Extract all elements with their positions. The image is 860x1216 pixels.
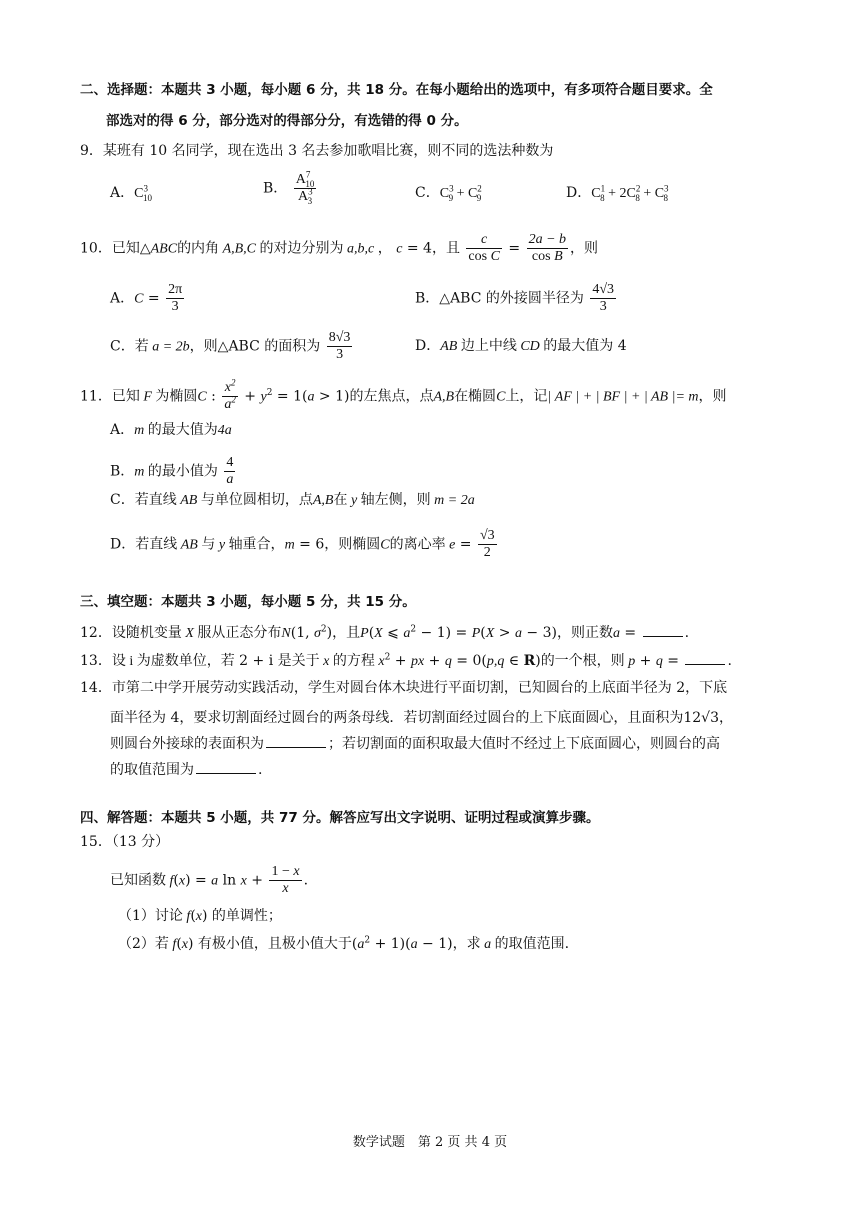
question-9: 9．某班有 10 名同学，现在选出 3 名去参加歌唱比赛，则不同的选法种数为 — [80, 143, 554, 159]
question-14-line-2: 面半径为 4，要求切割面经过圆台的两条母线．若切割面经过圆台的上下底面圆心，且面积为12√3， — [110, 710, 734, 726]
question-14-line-4: 的取值范围为 . — [110, 759, 262, 780]
q10-option-a: A．C = $\frac{2\pi}{3}$ — [110, 282, 183, 314]
q10-option-c: C．若 a = 2b，则△ABC 的面积为 $\frac{8√3}{3}$ — [110, 330, 351, 362]
q9-option-b: B． $\frac{A^7_{10}}{A^3_3}$ — [263, 169, 315, 206]
question-10: 10．已知△ABC的内角 A,B,C 的对边分别为 a,b,c ， c = 4，且 $\frac{c}{\text{cos C}}$ = $\frac{2a - b}{\text{cos B}}$ ，则 — [80, 232, 599, 264]
page-footer: 数学试题 第 2 页 共 4 页 — [352, 1135, 508, 1150]
section-3-header: 三、填空题：本题共 3 小题，每小题 5 分，共 15 分。 — [80, 594, 416, 610]
q10-option-d: D．AB 边上中线 CD 的最大值为 4 — [415, 338, 627, 354]
q11-option-d: D．若直线 AB 与 y 轴重合，m = 6，则椭圆C的离心率 e = $\frac{√3}{2}$ — [110, 528, 495, 560]
q11-option-b: B．m 的最小值为 $\frac{4}{a}$ — [110, 455, 234, 487]
q11-option-a: A．m 的最大值为4a — [110, 422, 232, 438]
q9-option-c: C．$C^3_9 + C^2_9$ — [415, 183, 482, 203]
q13-answer-blank — [685, 650, 725, 665]
question-15-part-1: （1）讨论 f(x) 的单调性； — [118, 908, 282, 924]
q9-option-d: D．$C^1_8 + 2C^2_8 + C^3_8$ — [566, 183, 669, 203]
question-11: 11．已知 F 为椭圆C : $\frac{x^2}{a^2}$ + $y^2 = 1(a > 1)$的左焦点，点A,B在椭圆C上，记| AF | + | BF | + | AB |= m，则 — [80, 377, 727, 412]
question-14-line-3: 则圆台外接球的表面积为 ；若切割面的面积取最大值时不经过上下底面圆心，则圆台的高 — [110, 733, 720, 754]
question-13: 13．设 i 为虚数单位，若 2 + i 是关于 x 的方程 $x^2$ + px + q = 0(p,q ∈ R)的一个根，则 p + q = . — [80, 650, 732, 672]
section-2-header-cont: 部选对的得 6 分，部分选对的得部分分，有选错的得 0 分。 — [106, 113, 468, 129]
question-12: 12．设随机变量 X 服从正态分布N(1, $\sigma^2$)，且P(X ⩽ $a^2 - 1) = P(X > a - 3)$，则正数a = . — [80, 622, 689, 644]
q14-answer-blank-1 — [266, 733, 326, 748]
question-14-line-1: 14．市第二中学开展劳动实践活动，学生对圆台体木块进行平面切割，已知圆台的上底面半径为 2，下底 — [80, 680, 728, 696]
q14-answer-blank-2 — [196, 759, 256, 774]
question-15-header: 15．（13 分） — [80, 834, 170, 850]
section-4-header: 四、解答题：本题共 5 小题，共 77 分。解答应写出文字说明、证明过程或演算步骤。 — [80, 810, 600, 826]
question-15-statement: 已知函数 f(x) = a ln x + $\frac{1 - x}{x}$ . — [110, 864, 309, 896]
q12-answer-blank — [643, 622, 683, 637]
q10-option-b: B．△ABC 的外接圆半径为 $\frac{4√3}{3}$ — [415, 282, 615, 314]
q11-option-c: C．若直线 AB 与单位圆相切，点A,B在 y 轴左侧，则 m = 2a — [110, 492, 475, 508]
question-15-part-2: （2）若 f(x) 有极小值，且极小值大于$(a^2 + 1)(a - 1)$，求 a 的取值范围. — [118, 935, 570, 952]
q9-option-a: A．$C^3_{10}$ — [110, 183, 152, 203]
section-2-header: 二、选择题：本题共 3 小题，每小题 6 分，共 18 分。在每小题给出的选项中，有多项符合题目要求。全 — [80, 82, 713, 98]
